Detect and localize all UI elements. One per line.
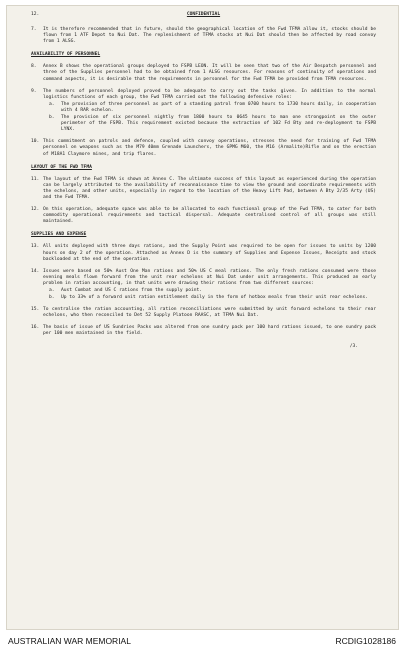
sub-paragraph-text: Up to 33% of a forward unit ration entitlement daily in the form of hotbox meals from their unit rear echelons. xyxy=(61,295,368,301)
sub-paragraph xyxy=(31,102,376,114)
paragraph-text: The numbers of personnel deployed proved to be adequate to carry out the tasks given. In addition to the normal logistics functions of each group, the Fwd TFMA carried out the following defensive roles: xyxy=(43,88,376,100)
paragraph xyxy=(31,269,376,287)
paragraph-number: 15. xyxy=(31,307,40,313)
paragraph xyxy=(31,307,376,319)
sub-paragraph xyxy=(31,288,376,294)
sub-paragraph-label: b. xyxy=(49,115,55,121)
sub-paragraph-text: Aust Combat and US C rations from the supply point. xyxy=(61,288,203,293)
paragraph xyxy=(31,325,376,337)
paragraph-number: 11. xyxy=(31,176,40,182)
sub-paragraph-text: The provision of six personnel nightly from 1800 hours to 0645 hours to man one strongpoint on the outer perimeter of the FSPB. This requirement existed because the extraction of 102 Fd Bty and re-deployment to FSPB LYNX. xyxy=(61,115,376,133)
paragraph xyxy=(31,89,376,101)
classification-label: CONFIDENTIAL xyxy=(186,12,221,17)
paragraph-text: To centralise the ration accounting, all ration reconciliations were submitted by unit forward echelons to their rear echelons, who then reconciled to Det 52 Supply Platoon RAASC, at TFMA Nui Dat. xyxy=(43,307,376,319)
paragraph-number: 9. xyxy=(31,88,37,94)
page-header xyxy=(31,12,376,21)
paragraph-number: 10. xyxy=(31,139,40,145)
paragraph-text: On this operation, adequate space was able to be allocated to each functional group of the Fwd TFMA, to cater for both commodity operational requirements and tactical dispersal. Adequate centralised control of all groups was still maintained. xyxy=(43,207,376,225)
archive-reference: RCDIG1028186 xyxy=(335,636,396,646)
paragraph-number: 12. xyxy=(31,207,40,213)
sub-paragraph xyxy=(31,295,376,301)
paragraph-text: Annex B shows the operational groups deployed to FSPB LEON. It will be seen that two of the Air Despatch personnel and three of the Supplies personnel had to be obtained from 1 ALSG resources. For reasons of continuity of operations and command aspects, it is desirable that the requirements in personnel for the Fwd TFMA be provided from TFMA resources. xyxy=(43,64,376,82)
paragraph xyxy=(31,177,376,201)
paragraph-text: This commitment on patrols and defence, coupled with convoy operations, stresses the need for training of Fwd TFMA personnel on weapons such as the M79 40mm Grenade Launchers, the GPMG M60, the M16 (Armalite)Rifle and on the erection of M18A1 Claymore mines, and trip flares. xyxy=(43,139,376,157)
section-heading: LAYOUT OF THE FWD TFMA xyxy=(31,164,92,170)
paragraph xyxy=(31,139,376,157)
sub-paragraph xyxy=(31,115,376,133)
paragraph xyxy=(31,64,376,82)
section-heading: SUPPLIES AND EXPENSE xyxy=(31,232,87,238)
paragraph xyxy=(31,244,376,262)
paragraph-text: The basis of issue of US Sundries Packs was altered from one sundry pack per 100 hard rations issued, to one sundry pack per 100 men maintained in the field. xyxy=(43,325,376,337)
archive-footer xyxy=(0,631,404,651)
paragraph xyxy=(31,207,376,225)
sub-paragraph-text: The provision of three personnel as part of a standing patrol from 0700 hours to 1730 hours daily, in cooperation with 4 RAR echelon. xyxy=(61,101,376,113)
document-body xyxy=(31,12,376,350)
paragraph-number: 13. xyxy=(31,244,40,250)
paragraph-text: All units deployed with three days rations, and the Supply Point was required to be open for issues to units by 1200 hours on day 2 of the operation. Attached as Annex D is the summary of Supplies and Expense Issues, Receipts and stock backloaded at the end of the operation. xyxy=(43,244,376,262)
paragraph-number: 16. xyxy=(31,325,40,331)
paragraph xyxy=(31,27,376,45)
sub-paragraph-label: a. xyxy=(49,288,55,293)
paragraph-text: It is therefore recommended that in future, should the geographical location of the Fwd TFMA allow it, stocks should be flown from 1 ATF Depot to Nui Dat. The replenishment of TFMA stocks at Nui Dat should then be affected by road convoy from 1 ALSG. xyxy=(43,27,376,45)
paragraph-text: The layout of the Fwd TFMA is shown at Annex C. The ultimate success of this layout as experienced during the operation can be largely attributed to the availability of reconnaissance time to view the ground and coordinate requirements with the echelons, and other units, especially in regard to the location of the Heavy Lift Pad, between A Bty 2/35 Arty (US) and the Fwd TFMA. xyxy=(43,176,376,200)
paragraph-text: Issues were based on 50% Aust One Man rations and 50% US C meal rations. The only fresh rations consumed were those evening meals flown forward from the unit rear echelons at Nui Dat under unit arrangements. This produced an early problem in ration accounting, in that units were drawing their rations from two different sources: xyxy=(43,268,376,286)
section-heading: AVAILABILITY OF PERSONNEL xyxy=(31,52,101,58)
sub-paragraph-label: b. xyxy=(49,295,55,301)
paragraph-number: 7. xyxy=(31,27,37,32)
paragraph-number: 8. xyxy=(31,64,37,70)
page-number: 12. xyxy=(31,12,40,17)
sub-paragraph-label: a. xyxy=(49,101,55,107)
next-page-marker: /3. xyxy=(349,343,358,349)
document-page xyxy=(6,5,399,630)
archive-name: AUSTRALIAN WAR MEMORIAL xyxy=(8,636,131,646)
paragraph-number: 14. xyxy=(31,268,40,274)
